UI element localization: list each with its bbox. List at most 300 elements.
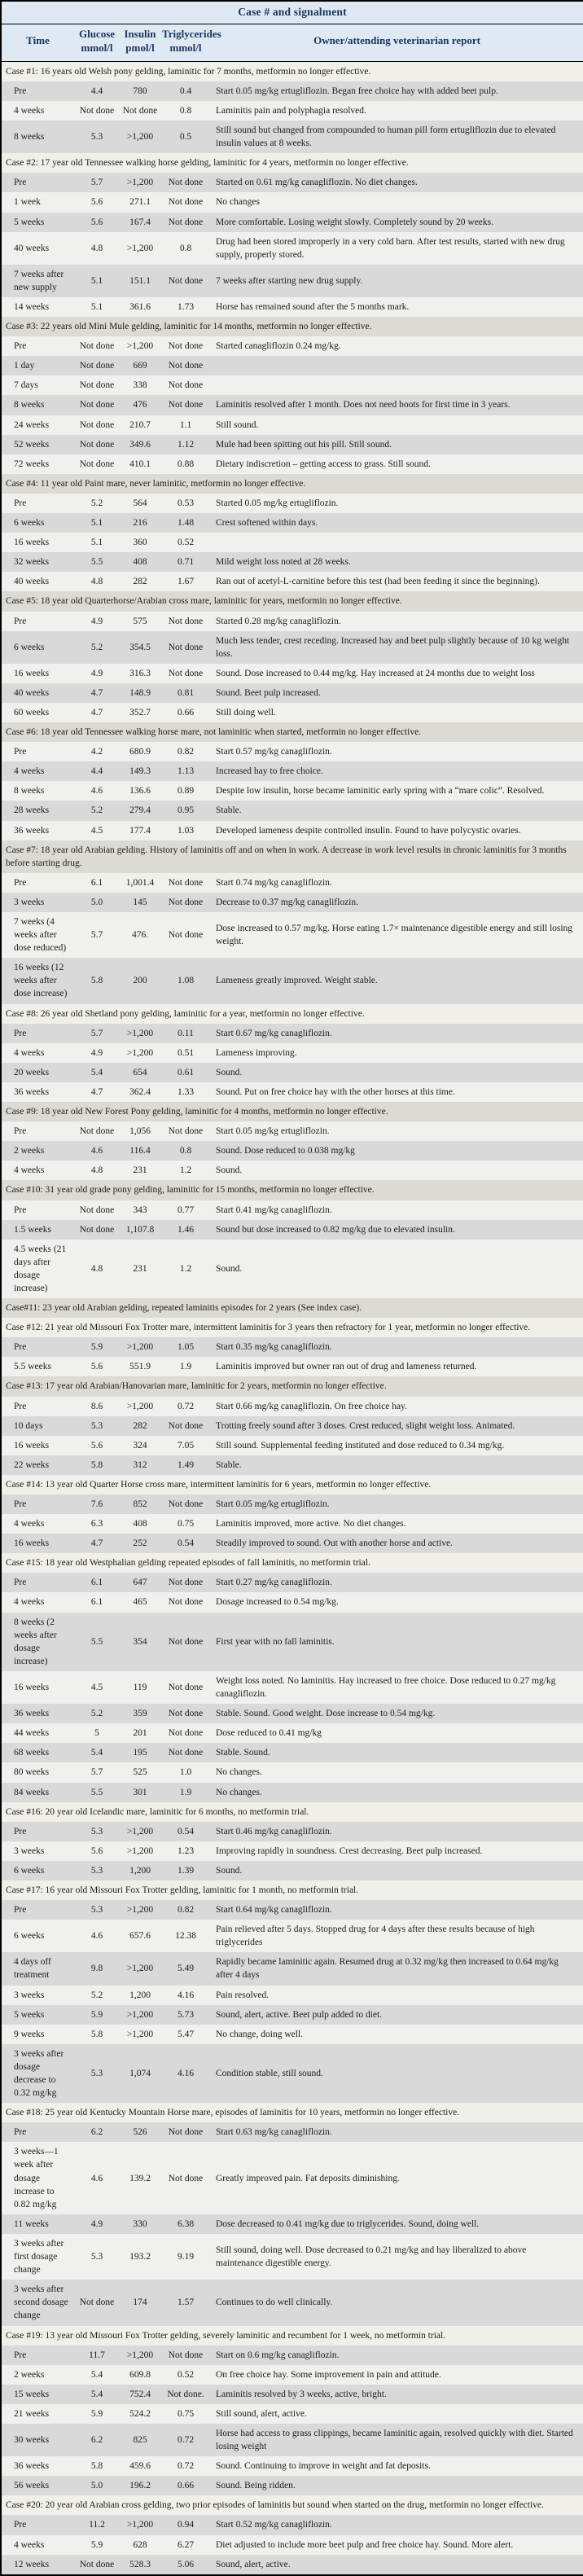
triglycerides-cell: 7.05	[177, 1440, 195, 1450]
triglycerides-cell: 0.8	[179, 1146, 192, 1156]
report-cell: Laminitis improved but owner ran out of drug and lameness returned.	[216, 1362, 477, 1372]
triglycerides-cell: 0.72	[177, 2461, 195, 2472]
time-cell: 1.5 weeks	[14, 1224, 51, 1235]
table-row	[1, 2122, 583, 2142]
report-cell: Started 0.28 mg/kg canagliflozin.	[216, 616, 341, 626]
time-cell: Pre	[14, 86, 27, 96]
insulin-cell: 528.3	[129, 2559, 151, 2569]
report-cell: Crest softened within days.	[216, 518, 318, 529]
insulin-cell: Not done	[122, 105, 158, 116]
table-row	[1, 703, 583, 722]
report-cell: Stable.	[216, 1459, 242, 1470]
table-row	[1, 2476, 583, 2495]
triglycerides-cell: Not done	[168, 930, 204, 941]
insulin-cell: 780	[133, 86, 147, 96]
time-cell: 6 weeks	[14, 1865, 45, 1876]
triglycerides-cell: Not done	[168, 197, 204, 208]
glucose-cell: Not done	[79, 2297, 115, 2308]
triglycerides-cell: 5.49	[177, 1964, 195, 1974]
glucose-cell: 4.7	[90, 687, 103, 698]
table-row	[1, 1743, 583, 1762]
table-row	[1, 781, 583, 801]
table-row	[1, 912, 583, 958]
report-cell: No change, doing well.	[216, 2029, 303, 2039]
insulin-cell: 231	[133, 1263, 147, 1274]
time-cell: 16 weeks	[14, 668, 50, 678]
table-row	[1, 2385, 583, 2404]
time-cell: 8 weeks	[14, 786, 45, 796]
table-row	[1, 1704, 583, 1723]
glucose-cell: 4.2	[90, 747, 103, 757]
glucose-cell: 5.1	[90, 538, 103, 548]
insulin-cell: 825	[133, 2435, 147, 2446]
triglycerides-cell: Not done	[168, 341, 204, 352]
table-row	[1, 1494, 583, 1514]
case-header-row-16	[1, 1802, 583, 1822]
triglycerides-cell: 0.81	[177, 687, 195, 698]
triglycerides-cell: 0.53	[177, 498, 195, 508]
case-header-text: Case #19: 13 year old Missouri Fox Trotter gelding, severely laminitic and recumbent for 1 week, no metformin trial.	[6, 2330, 446, 2341]
time-cell: 24 weeks	[14, 419, 50, 430]
insulin-cell: 195	[133, 1748, 147, 1758]
insulin-cell: 231	[133, 1165, 147, 1176]
time-cell: Pre	[14, 2127, 27, 2138]
triglycerides-cell: Not done.	[167, 2389, 204, 2399]
report-cell: Still sound but changed from compounded to human pill form ertugliflozin due to elevated insulin values at 8 weeks.	[216, 125, 556, 149]
time-cell: 7 weeks after new supply	[14, 269, 64, 292]
time-cell: 68 weeks	[14, 1748, 50, 1758]
insulin-cell: >1,200	[126, 132, 154, 143]
triglycerides-cell: 0.5	[179, 132, 192, 143]
report-cell: Sound. Being ridden.	[216, 2481, 296, 2491]
table-row	[1, 2515, 583, 2534]
table-row	[1, 1723, 583, 1743]
insulin-cell: 524.2	[129, 2408, 151, 2419]
time-cell: 4 weeks	[14, 1047, 45, 1058]
report-cell: Laminitis resolved after 1 month. Does not need boots for first time in 3 years.	[216, 400, 511, 410]
report-cell: Pain resolved.	[216, 1990, 270, 2000]
insulin-cell: 330	[133, 2218, 147, 2229]
triglycerides-cell: Not done	[168, 1682, 204, 1692]
insulin-cell: 174	[133, 2297, 147, 2308]
report-cell: Dose decreased to 0.41 mg/kg due to triglycerides. Sound, doing well.	[216, 2218, 480, 2229]
glucose-cell: Not done	[79, 1205, 115, 1215]
glucose-cell: 9.8	[90, 1964, 103, 1974]
glucose-cell: 5.7	[90, 1028, 103, 1038]
table-row	[1, 1024, 583, 1043]
insulin-cell: 628	[133, 2539, 147, 2550]
triglycerides-cell: 1.1	[179, 419, 192, 430]
table-row	[1, 572, 583, 591]
table-row	[1, 435, 583, 454]
table-row	[1, 173, 583, 192]
table-row	[1, 494, 583, 513]
insulin-cell: 359	[133, 1709, 147, 1719]
insulin-cell: 148.9	[129, 687, 151, 698]
glucose-cell: 7.6	[90, 1499, 103, 1509]
table-row	[1, 2456, 583, 2476]
report-cell: Diet adjusted to include more beet pulp and free choice hay. Sound. More alert.	[216, 2539, 514, 2550]
column-header-report: Owner/attending veterinarian report	[211, 24, 583, 62]
report-cell: Continues to do well clinically.	[216, 2297, 333, 2308]
report-cell: Horse has remained sound after the 5 months mark.	[216, 302, 410, 312]
triglycerides-cell: Not done	[168, 2173, 204, 2183]
triglycerides-cell: Not done	[168, 2127, 204, 2138]
report-cell: Still sound. Supplemental feeding instituted and dose reduced to 0.34 mg/kg.	[216, 1440, 505, 1450]
table-row	[1, 1337, 583, 1357]
table-row	[1, 612, 583, 631]
case-header-text: Case #20: 20 year old Arabian cross gelding, two prior episodes of laminitis but sound when started on the drug, metformin no longer effective.	[6, 2500, 544, 2511]
table-row	[1, 1121, 583, 1141]
time-cell: 5 weeks	[14, 2009, 45, 2020]
triglycerides-cell: 1.0	[179, 1767, 192, 1778]
time-cell: 22 weeks	[14, 1459, 50, 1470]
glucose-cell: 5.5	[90, 1787, 103, 1797]
glucose-cell: 5.9	[90, 2539, 103, 2550]
report-cell: Stable. Sound. Good weight. Dose increase to 0.54 mg/kg.	[216, 1709, 436, 1719]
glucose-cell: 5.6	[90, 1440, 103, 1450]
triglycerides-cell: 0.88	[177, 459, 195, 469]
triglycerides-cell: Not done	[168, 1420, 204, 1431]
time-cell: 3 weeks	[14, 897, 45, 907]
report-cell: Lameness improving.	[216, 1047, 297, 1058]
insulin-cell: 852	[133, 1499, 147, 1509]
triglycerides-cell: Not done	[168, 275, 204, 286]
report-cell: Start 0.46 mg/kg canagliflozin.	[216, 1826, 332, 1837]
report-cell: Much less tender, crest receding. Increased hay and beet pulp slightly because of 10 kg weight loss.	[216, 635, 570, 659]
glucose-cell: 4.5	[90, 1682, 103, 1692]
insulin-cell: >1,200	[126, 1401, 154, 1411]
time-cell: Pre	[14, 2520, 27, 2530]
table-row	[1, 415, 583, 435]
triglycerides-cell: 0.66	[177, 2481, 195, 2491]
insulin-cell: 476	[133, 400, 147, 410]
insulin-cell: 343	[133, 1205, 147, 1215]
case-header-row-7	[1, 840, 583, 873]
report-cell: Still sound, alert, active.	[216, 2408, 307, 2419]
case-header-text: Case#11: 23 year old Arabian gelding, repeated laminitis episodes for 2 years (See index case).	[6, 1303, 362, 1314]
report-cell: Start 0.05 mg/kg ertugliflozin. Began free choice hay with added beet pulp.	[216, 86, 498, 96]
table-row	[1, 2044, 583, 2103]
insulin-cell: >1,200	[126, 1845, 154, 1856]
case-header-text: Case #15: 18 year old Westphalian gelding repeated episodes of fall laminitis, no metformin trial.	[6, 1558, 370, 1569]
case-header-row-10	[1, 1180, 583, 1200]
insulin-cell: 361.6	[129, 302, 151, 312]
time-cell: Pre	[14, 877, 27, 888]
insulin-cell: 408	[133, 1519, 147, 1529]
triglycerides-cell: 1.23	[177, 1845, 195, 1856]
glucose-cell: 5.9	[90, 2408, 103, 2419]
insulin-cell: 252	[133, 1538, 147, 1549]
insulin-cell: >1,200	[126, 1826, 154, 1837]
triglycerides-cell: 12.38	[175, 1931, 196, 1942]
report-cell: Start 0.27 mg/kg canagliflozin.	[216, 1578, 332, 1588]
report-cell: Still doing well.	[216, 707, 276, 718]
triglycerides-cell: 4.16	[177, 1990, 195, 2000]
triglycerides-cell: Not done	[168, 897, 204, 907]
table-row	[1, 265, 583, 297]
case-header-row-14	[1, 1475, 583, 1494]
time-cell: 6 weeks	[14, 1931, 45, 1942]
glucose-cell: 5.8	[90, 2461, 103, 2472]
report-cell: Start on 0.6 mg/kg canagliflozin.	[216, 2350, 340, 2360]
glucose-cell: 5.2	[90, 805, 103, 816]
table-row	[1, 958, 583, 1003]
insulin-cell: 564	[133, 498, 147, 508]
triglycerides-cell: 0.94	[177, 2520, 195, 2530]
case-header-row-18	[1, 2103, 583, 2122]
table-row	[1, 2365, 583, 2385]
glucose-cell: 5.3	[90, 1420, 103, 1431]
insulin-cell: >1,200	[126, 1905, 154, 1916]
glucose-cell: 5.4	[90, 1748, 103, 1758]
case-header-row-12	[1, 1318, 583, 1337]
glucose-cell: 5.6	[90, 1845, 103, 1856]
glucose-cell: 6.1	[90, 877, 103, 888]
glucose-cell: 5.1	[90, 275, 103, 286]
time-cell: 7 days	[14, 380, 38, 391]
triglycerides-cell: Not done	[168, 1748, 204, 1758]
glucose-cell: Not done	[79, 419, 115, 430]
glucose-cell: 5.3	[90, 2252, 103, 2262]
report-cell: Start 0.64 mg/kg canagliflozin.	[216, 1905, 332, 1916]
insulin-cell: 408	[133, 557, 147, 568]
glucose-cell: 5.3	[90, 1826, 103, 1837]
triglycerides-cell: 0.8	[179, 243, 192, 253]
insulin-cell: 116.4	[129, 1146, 151, 1156]
time-cell: 36 weeks	[14, 825, 50, 836]
time-cell: 4.5 weeks (21 days after dosage increase)	[14, 1244, 67, 1293]
table-row	[1, 297, 583, 317]
case-header-text: Case #17: 16 year old Missouri Fox Trotter gelding, laminitic for 1 month, no metformin trial.	[6, 1885, 359, 1895]
case-header-text: Case #10: 31 year old grade pony gelding, laminitic for 15 months, metformin no longer effective.	[6, 1185, 375, 1196]
triglycerides-cell: 1.05	[177, 1342, 195, 1353]
table-row	[1, 801, 583, 820]
time-cell: 3 weeks—1 week after dosage increase to 0.82 mg/kg	[14, 2147, 59, 2210]
insulin-cell: 657.6	[129, 1931, 151, 1942]
triglycerides-cell: 0.82	[177, 747, 195, 757]
glucose-cell: 5.7	[90, 178, 103, 188]
report-cell: Start 0.05 mg/kg ertugliflozin.	[216, 1499, 330, 1509]
table-row	[1, 1082, 583, 1102]
case-header-row-3	[1, 317, 583, 336]
report-cell: Start 0.67 mg/kg canagliflozin.	[216, 1028, 332, 1038]
time-cell: 84 weeks	[14, 1787, 50, 1797]
case-header-row-19	[1, 2326, 583, 2346]
glucose-cell: Not done	[79, 380, 115, 391]
time-cell: Pre	[14, 1342, 27, 1353]
time-cell: 5 weeks	[14, 217, 45, 227]
glucose-cell: 5.8	[90, 976, 103, 986]
triglycerides-cell: 0.82	[177, 1905, 195, 1916]
triglycerides-cell: 1.12	[177, 439, 195, 450]
insulin-cell: 193.2	[129, 2252, 151, 2262]
table-row	[1, 2005, 583, 2025]
glucose-cell: 11.7	[89, 2350, 105, 2360]
time-cell: 11 weeks	[14, 2218, 49, 2229]
glucose-cell: 4.8	[90, 1165, 103, 1176]
table-row	[1, 893, 583, 912]
insulin-cell: 551.9	[129, 1362, 151, 1372]
glucose-cell: 5	[94, 1728, 99, 1739]
table-row	[1, 1397, 583, 1416]
triglycerides-cell: 1.9	[179, 1362, 192, 1372]
report-cell: Sound. Beet pulp increased.	[216, 687, 321, 698]
insulin-cell: 201	[133, 1728, 147, 1739]
report-cell: Start 0.66 mg/kg canagliflozin. On free choice hay.	[216, 1401, 407, 1411]
insulin-cell: 352.7	[129, 707, 151, 718]
report-cell: More comfortable. Losing weight slowly. Completely sound by 20 weeks.	[216, 217, 494, 227]
case-header-row-4	[1, 474, 583, 494]
glucose-cell: 4.8	[90, 1263, 103, 1274]
report-cell: Sound but dose increased to 0.82 mg/kg due to elevated insulin.	[216, 1224, 455, 1235]
time-cell: 6 weeks	[14, 642, 45, 652]
time-cell: 2 weeks	[14, 1146, 45, 1156]
time-cell: 4 weeks	[14, 105, 45, 116]
triglycerides-cell: Not done	[168, 642, 204, 652]
report-cell: First year with no fall laminitis.	[216, 1636, 335, 1647]
time-cell: Pre	[14, 1205, 27, 1215]
insulin-cell: 1,200	[129, 1990, 151, 2000]
insulin-cell: 680.9	[129, 747, 151, 757]
report-cell: Increased hay to free choice.	[216, 766, 323, 777]
triglycerides-cell: 0.72	[177, 1401, 195, 1411]
glucose-cell: Not done	[79, 1126, 115, 1137]
table-row	[1, 1200, 583, 1220]
insulin-cell: >1,200	[126, 1342, 154, 1353]
insulin-cell: >1,200	[126, 2029, 154, 2039]
table-row	[1, 1762, 583, 1782]
case-header-text: Case #9: 18 year old New Forest Pony gelding, laminitic for 4 months, metformin no longer effective.	[6, 1107, 388, 1117]
time-cell: 6 weeks	[14, 518, 45, 529]
triglycerides-cell: Not done	[168, 380, 204, 391]
glucose-cell: 6.1	[90, 1578, 103, 1588]
triglycerides-cell: Not done	[168, 616, 204, 626]
report-cell: 7 weeks after starting new drug supply.	[216, 275, 363, 286]
table-row	[1, 2535, 583, 2555]
case-header-text: Case #3: 22 years old Mini Mule gelding, laminitic for 14 months, metformin no longer effective.	[6, 322, 372, 332]
report-cell: Start 0.52 mg/kg canagliflozin.	[216, 2520, 332, 2530]
insulin-cell: 459.6	[129, 2461, 151, 2472]
triglycerides-cell: Not done	[168, 1126, 204, 1137]
glucose-cell: 5.4	[90, 2369, 103, 2380]
time-cell: Pre	[14, 178, 27, 188]
triglycerides-cell: 0.95	[177, 805, 195, 816]
triglycerides-cell: 5.06	[177, 2559, 195, 2569]
time-cell: 40 weeks	[14, 577, 50, 587]
case-header-text: Case #6: 18 year old Tennessee walking horse mare, not laminitic when started, metformin no longer effective.	[6, 727, 422, 738]
triglycerides-cell: 1.67	[177, 577, 195, 587]
table-row	[1, 2214, 583, 2234]
insulin-cell: 575	[133, 616, 147, 626]
time-cell: 12 weeks	[14, 2559, 50, 2569]
triglycerides-cell: Not done	[168, 877, 204, 888]
report-cell: Started 0.05 mg/kg ertugliflozin.	[216, 498, 339, 508]
table-row	[1, 2555, 583, 2575]
glucose-cell: 5.4	[90, 2389, 103, 2399]
insulin-cell: 752.4	[129, 2389, 151, 2399]
time-cell: Pre	[14, 341, 27, 352]
report-cell: Horse had access to grass clippings, became laminitic again, resolved quickly with diet. Started losing weight	[216, 2428, 573, 2452]
report-cell: Laminitis resolved by 3 weeks, active, bright.	[216, 2389, 387, 2399]
time-cell: 9 weeks	[14, 2029, 45, 2039]
case-header-text: Case #5: 18 year old Quarterhorse/Arabian cross mare, laminitic for years, metformin no longer effective.	[6, 596, 402, 607]
time-cell: 32 weeks	[14, 557, 50, 568]
report-cell: Pain relieved after 5 days. Stopped drug for 4 days after these results because of high triglycerides	[216, 1924, 535, 1948]
glucose-cell: 5.2	[90, 498, 103, 508]
report-cell: Sound.	[216, 1067, 243, 1077]
time-cell: 16 weeks	[14, 538, 50, 548]
table-row	[1, 1436, 583, 1455]
table-row	[1, 2142, 583, 2214]
time-cell: 36 weeks	[14, 1709, 50, 1719]
table-row	[1, 1822, 583, 1841]
time-cell: 3 weeks after dosage decrease to 0.32 mg/kg	[14, 2048, 64, 2099]
report-cell: Still sound.	[216, 419, 259, 430]
time-cell: 16 weeks	[14, 1682, 50, 1692]
case-header-row-8	[1, 1004, 583, 1024]
glucose-cell: Not done	[79, 341, 115, 352]
insulin-cell: >1,200	[126, 1047, 154, 1058]
insulin-cell: 1,056	[129, 1126, 151, 1137]
time-cell: 60 weeks	[14, 707, 50, 718]
table-row	[1, 1920, 583, 1952]
case-header-text: Case #14: 13 year old Quarter Horse cross mare, intermittent laminitis for 6 years, metformin no longer effective.	[6, 1479, 432, 1490]
insulin-cell: 216	[133, 518, 147, 529]
table-row	[1, 395, 583, 415]
insulin-cell: >1,200	[126, 2350, 154, 2360]
glucose-cell: 5.7	[90, 1767, 103, 1778]
report-cell: No changes	[216, 197, 260, 208]
triglycerides-cell: Not done	[168, 1709, 204, 1719]
time-cell: 8 weeks (2 weeks after dosage increase)	[14, 1617, 57, 1666]
report-cell: Stable.	[216, 805, 242, 816]
case-header-text: Case #13: 17 year old Arabian/Hanovarian mare, laminitic for 2 years, metformin no longer effective.	[6, 1381, 387, 1392]
time-cell: 8 weeks	[14, 132, 45, 143]
insulin-cell: 362.4	[129, 1086, 151, 1097]
report-cell: Dose increased to 0.57 mg/kg. Horse eating 1.7× maintenance digestible energy and still losing weight.	[216, 924, 573, 947]
glucose-cell: Not done	[79, 361, 115, 371]
triglycerides-cell: 0.54	[177, 1538, 195, 1549]
report-cell: Start 0.05 mg/kg ertugliflozin.	[216, 1126, 330, 1137]
table-row	[1, 1671, 583, 1704]
time-cell: 16 weeks	[14, 1538, 50, 1549]
time-cell: 28 weeks	[14, 805, 50, 816]
table-row	[1, 1514, 583, 1534]
glucose-cell: 5.3	[90, 1865, 103, 1876]
table-row	[1, 1220, 583, 1240]
triglycerides-cell: Not done	[168, 361, 204, 371]
insulin-cell: 476.	[131, 930, 149, 941]
insulin-cell: 354	[133, 1636, 147, 1647]
glucose-cell: 4.6	[90, 786, 103, 796]
report-cell: Dietary indiscretion – getting access to grass. Still sound.	[216, 459, 431, 469]
time-cell: Pre	[14, 1028, 27, 1038]
insulin-cell: 465	[133, 1597, 147, 1608]
insulin-cell: 167.4	[129, 217, 151, 227]
glucose-cell: 4.4	[90, 766, 103, 777]
triglycerides-cell: 1.2	[179, 1263, 192, 1274]
table-row	[1, 81, 583, 101]
time-cell: 4 weeks	[14, 766, 45, 777]
insulin-cell: 282	[133, 577, 147, 587]
triglycerides-cell: 5.73	[177, 2009, 195, 2020]
triglycerides-cell: 1.48	[177, 518, 195, 529]
time-cell: 1 day	[14, 361, 35, 371]
table-row	[1, 1592, 583, 1612]
time-cell: 40 weeks	[14, 687, 50, 698]
report-cell	[211, 356, 583, 375]
